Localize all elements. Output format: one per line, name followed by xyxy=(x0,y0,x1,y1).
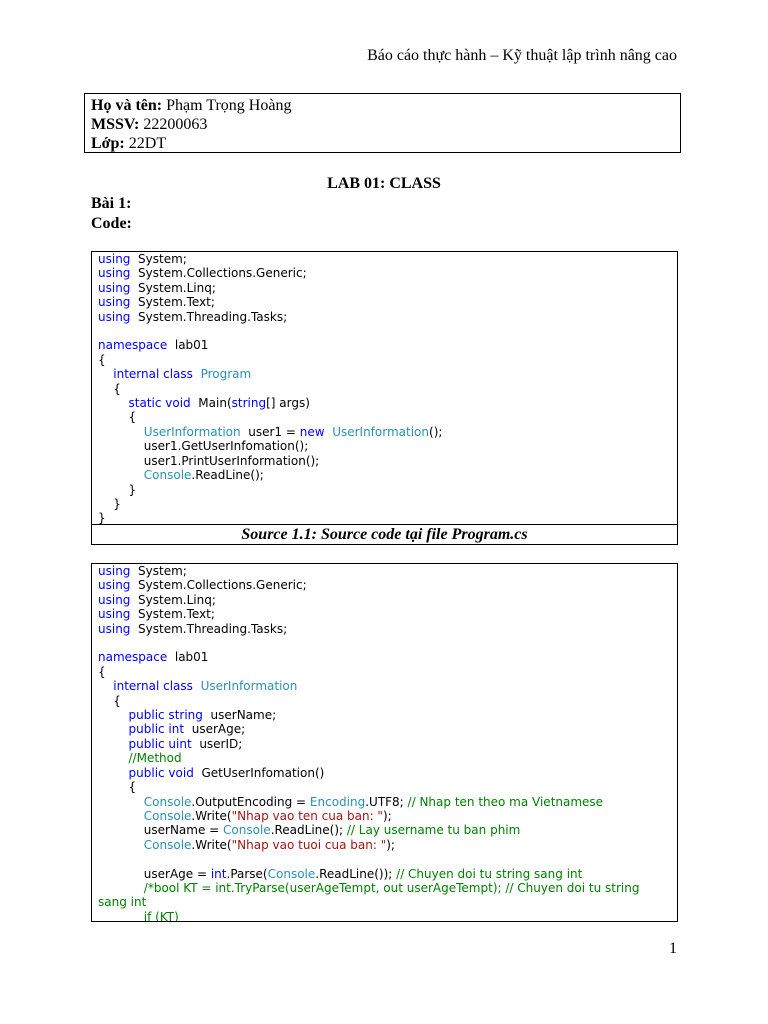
code-token: } xyxy=(98,496,121,511)
code-token: UserInformation xyxy=(332,424,430,439)
code-token: GetUserInfomation() xyxy=(193,765,325,780)
code-line xyxy=(98,353,671,367)
code-token xyxy=(98,722,129,736)
code-token: } xyxy=(98,511,106,524)
code-line xyxy=(98,281,671,295)
code-token xyxy=(98,809,144,823)
code-token: using xyxy=(98,578,131,593)
code-token: /*bool KT = int.TryParse(userAgeTempt, out userAgeTempt); // Chuyen doi tu string xyxy=(143,880,640,895)
code-token: UserInformation xyxy=(143,424,241,439)
page-header-title: Báo cáo thực hành – Kỹ thuật lập trình nâng cao xyxy=(367,47,677,64)
code-token xyxy=(98,396,129,410)
code-line xyxy=(98,737,671,751)
code-token: System.Linq; xyxy=(130,592,216,607)
code-token: [] args) xyxy=(266,396,310,411)
code-token: .Parse( xyxy=(226,866,268,881)
code-token: using xyxy=(98,266,131,281)
code-token: System; xyxy=(130,564,187,578)
code-line xyxy=(98,425,671,439)
code-token: Program xyxy=(200,367,252,382)
code-line xyxy=(98,852,671,866)
code-token: { xyxy=(98,693,121,708)
code-line xyxy=(98,593,671,607)
code-line xyxy=(98,895,671,909)
mssv-value: 22200063 xyxy=(139,116,208,133)
code-token: namespace xyxy=(98,338,168,353)
code-token: { xyxy=(98,410,137,425)
code-line xyxy=(98,468,671,482)
code-token xyxy=(98,737,129,751)
code-token: } xyxy=(98,482,137,497)
code-token: userName; xyxy=(202,708,277,723)
code-token: public uint xyxy=(128,736,192,751)
code-token: int xyxy=(210,866,227,881)
code-token: (); xyxy=(429,424,443,439)
code-token: .ReadLine(); xyxy=(270,823,347,838)
code-line xyxy=(98,564,671,578)
code-token: using xyxy=(98,295,131,310)
code-line xyxy=(98,511,671,524)
code-token xyxy=(98,468,144,482)
code-token xyxy=(98,766,129,780)
code-token xyxy=(193,367,201,381)
code-line xyxy=(98,454,671,468)
code-token xyxy=(98,838,144,852)
code-line xyxy=(98,252,671,266)
mssv-label: MSSV: xyxy=(91,116,140,133)
code-token: static void xyxy=(128,396,191,411)
code-token: public string xyxy=(128,708,203,723)
code-token: .Write( xyxy=(191,808,232,823)
code-token: "Nhap vao tuoi cua ban: " xyxy=(231,837,387,852)
code-block xyxy=(92,252,677,524)
code-token: System.Linq; xyxy=(130,280,216,295)
code-token xyxy=(98,910,144,921)
code-line xyxy=(98,266,671,280)
code-line xyxy=(98,622,671,636)
code-token: userID; xyxy=(191,736,243,751)
code-token: { xyxy=(98,352,106,367)
code-line xyxy=(98,607,671,621)
code-token: ); xyxy=(382,808,392,823)
name-value: Phạm Trọng Hoàng xyxy=(162,97,292,114)
code-token: using xyxy=(98,564,131,578)
code-token: .ReadLine()); xyxy=(315,866,397,881)
code-token: internal class xyxy=(113,367,193,382)
code-line xyxy=(98,497,671,511)
code-token: // Chuyen doi tu string sang int xyxy=(396,866,583,881)
code-token: System; xyxy=(130,252,187,266)
page-number: 1 xyxy=(669,940,677,957)
code-token: { xyxy=(98,664,106,679)
code-token: public void xyxy=(128,765,194,780)
code-token: string xyxy=(231,396,267,411)
code-token: user1.PrintUserInformation(); xyxy=(98,453,320,468)
listing-caption: Source 1.1: Source code tại file Program.cs xyxy=(92,524,677,545)
code-token: .Write( xyxy=(191,837,232,852)
code-token: System.Text; xyxy=(130,607,215,622)
code-line xyxy=(98,708,671,722)
code-token: UserInformation xyxy=(200,679,298,694)
code-token: "Nhap vao ten cua ban: " xyxy=(231,808,383,823)
code-token: internal class xyxy=(113,679,193,694)
class-value: 22DT xyxy=(124,135,167,152)
code-line xyxy=(98,751,671,765)
code-token: using xyxy=(98,252,131,266)
code-line xyxy=(98,439,671,453)
code-line xyxy=(98,396,671,410)
code-token xyxy=(98,679,113,693)
code-token: //Method xyxy=(128,751,182,766)
code-line xyxy=(98,881,671,895)
code-line xyxy=(98,795,671,809)
code-token xyxy=(98,795,144,809)
code-token xyxy=(98,425,144,439)
code-token: namespace xyxy=(98,650,168,665)
code-token: new xyxy=(299,424,325,439)
code-token: Main( xyxy=(190,396,232,411)
code-line xyxy=(98,838,671,852)
code-token: using xyxy=(98,280,131,295)
code-token xyxy=(98,881,144,895)
code-token: user1 = xyxy=(240,424,300,439)
code-line xyxy=(98,578,671,592)
code-label: Code: xyxy=(91,215,132,232)
code-line xyxy=(98,665,671,679)
code-token: if (KT) xyxy=(143,909,179,921)
code-listing-userinformation xyxy=(91,563,678,922)
code-line xyxy=(98,382,671,396)
code-token: Console xyxy=(223,823,271,838)
code-line xyxy=(98,722,671,736)
name-label: Họ và tên: xyxy=(91,97,163,114)
code-line xyxy=(98,650,671,664)
code-line xyxy=(98,766,671,780)
code-line xyxy=(98,310,671,324)
code-token: Console xyxy=(267,866,316,881)
code-token: System.Threading.Tasks; xyxy=(130,309,288,324)
code-token: user1.GetUserInfomation(); xyxy=(98,439,309,454)
code-token: System.Threading.Tasks; xyxy=(130,621,288,636)
code-line xyxy=(98,694,671,708)
code-token: Console xyxy=(143,837,192,852)
code-line xyxy=(98,867,671,881)
code-token: public int xyxy=(128,722,185,737)
code-listing-program xyxy=(91,251,678,545)
code-line xyxy=(98,636,671,650)
code-token: .UTF8; xyxy=(365,794,408,809)
class-label: Lớp: xyxy=(91,135,125,152)
code-token xyxy=(193,679,201,693)
student-class-row xyxy=(91,134,674,153)
code-token: sang int xyxy=(98,895,147,910)
code-token: { xyxy=(98,381,121,396)
lab-title: LAB 01: CLASS xyxy=(327,175,441,192)
code-token: using xyxy=(98,309,131,324)
code-token: System.Collections.Generic; xyxy=(130,578,307,593)
code-token: .ReadLine(); xyxy=(191,468,264,483)
student-name-row xyxy=(91,96,674,115)
code-token xyxy=(98,708,129,722)
code-line xyxy=(98,338,671,352)
code-token: // Nhap ten theo ma Vietnamese xyxy=(407,794,604,809)
code-line xyxy=(98,295,671,309)
code-token: lab01 xyxy=(167,650,209,665)
code-token: ); xyxy=(386,837,395,852)
student-info-box xyxy=(84,93,681,153)
code-token: // Lay username tu ban phim xyxy=(346,823,521,838)
code-token: Console xyxy=(143,808,192,823)
code-line xyxy=(98,324,671,338)
code-token: userAge = xyxy=(98,866,211,881)
code-line xyxy=(98,780,671,794)
code-token: userAge; xyxy=(184,722,246,737)
code-token: Console xyxy=(143,468,192,483)
code-line xyxy=(98,910,671,921)
code-token xyxy=(98,751,129,765)
code-token: lab01 xyxy=(167,338,209,353)
code-line xyxy=(98,483,671,497)
code-line xyxy=(98,679,671,693)
code-line xyxy=(98,823,671,837)
code-token: Encoding xyxy=(309,794,366,809)
code-token: { xyxy=(98,780,137,795)
exercise-label: Bài 1: xyxy=(91,195,132,212)
code-token: userName = xyxy=(98,823,224,838)
code-token: using xyxy=(98,607,131,622)
code-token: using xyxy=(98,592,131,607)
code-token: System.Text; xyxy=(130,295,215,310)
code-token: using xyxy=(98,621,131,636)
code-line xyxy=(98,410,671,424)
code-line xyxy=(98,367,671,381)
code-token xyxy=(98,367,113,381)
code-line xyxy=(98,809,671,823)
code-token: .OutputEncoding = xyxy=(191,794,310,809)
code-token: Console xyxy=(143,794,192,809)
code-token: System.Collections.Generic; xyxy=(130,266,307,281)
student-id-row xyxy=(91,115,674,134)
code-block xyxy=(92,564,677,921)
